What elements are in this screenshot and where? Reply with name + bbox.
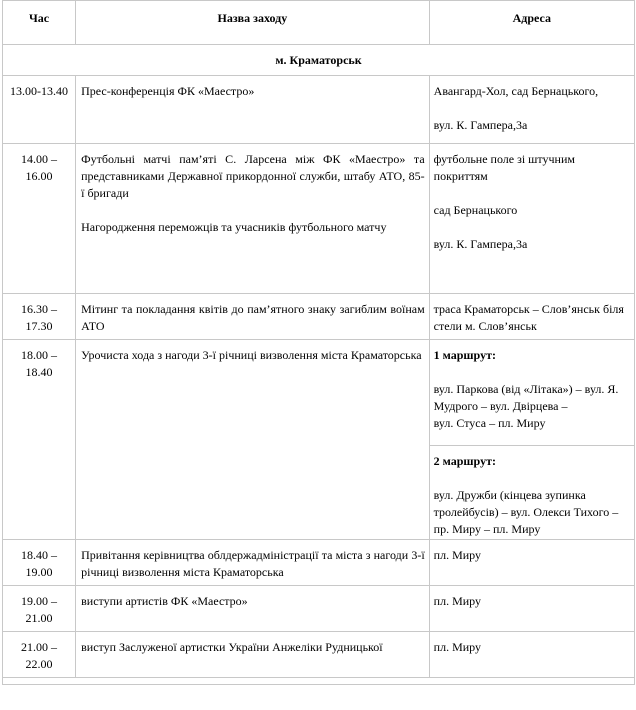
time-start: 18.40 – [21, 548, 58, 562]
table-row [3, 340, 635, 446]
table-row [3, 586, 635, 632]
event-text: Нагородження переможців та учасників футбольного матчу [81, 220, 387, 234]
time-start: 21.00 – [21, 640, 58, 654]
address-cell: пл. Миру [429, 632, 634, 678]
address-cell: пл. Миру [429, 586, 634, 632]
event-cell: Прес-конференція ФК «Маестро» [76, 76, 430, 144]
event-text: Футбольні матчі пам’яті С. Ларсена між ФК «Маестро» та представниками Державної прикордонної служби, штабу АТО, 85-ї бригади [81, 152, 425, 200]
address-line: сад Бернацького [433, 203, 518, 217]
empty-cell [3, 678, 635, 685]
table-row [3, 540, 635, 586]
time-start: 14.00 – [21, 152, 58, 166]
header-address: Адреса [429, 1, 634, 45]
city-name: м. Краматорськ [3, 45, 635, 76]
address-cell: пл. Миру [429, 540, 634, 586]
route-1-cell [429, 340, 634, 446]
address-line: Авангард-Хол, сад Бернацького, [433, 84, 599, 98]
time-cell [3, 586, 76, 632]
event-cell [76, 144, 430, 294]
event-cell: Мітинг та покладання квітів до пам’ятного знаку загиблим воїнам АТО [76, 294, 430, 340]
route-2-title: 2 маршрут: [433, 454, 496, 468]
route-1-title: 1 маршрут: [433, 348, 496, 362]
address-line: вул. К. Гампера,3а [433, 118, 528, 132]
address-cell [429, 144, 634, 294]
table-row [3, 678, 635, 685]
address-line: футбольне поле зі штучним покриттям [433, 152, 575, 183]
address-cell: траса Краматорськ – Слов’янськ біля стели м. Слов’янськ [429, 294, 634, 340]
address-cell [429, 76, 634, 144]
time-cell [3, 540, 76, 586]
schedule-table [2, 0, 635, 685]
event-cell: Привітання керівництва облдержадміністрації та міста з нагоди 3-ї річниці визволення міста Краматорська [76, 540, 430, 586]
event-cell: виступ Заслуженої артистки України Анжеліки Рудницької [76, 632, 430, 678]
time-start: 18.00 – [21, 348, 58, 362]
time-cell [3, 632, 76, 678]
table-header-row [3, 1, 635, 45]
header-time: Час [3, 1, 76, 45]
time-end: 17.30 [25, 319, 53, 333]
time-end: 22.00 [25, 657, 53, 671]
address-line: вул. К. Гампера,3а [433, 237, 528, 251]
time-end: 16.00 [25, 169, 53, 183]
route-2-text: вул. Дружби (кінцева зупинка тролейбусів) – вул. Олекси Тихого – пр. Миру – пл. Миру [433, 488, 619, 536]
table-row [3, 294, 635, 340]
schedule-page [2, 0, 635, 685]
time-end: 21.00 [25, 611, 53, 625]
route-1-text: вул. Стуса – пл. Миру [433, 416, 546, 430]
time-end: 18.40 [25, 365, 53, 379]
time-start: 19.00 – [21, 594, 58, 608]
time-end: 19.00 [25, 565, 53, 579]
time-start: 16.30 – [21, 302, 58, 316]
time-cell [3, 144, 76, 294]
time-cell: 13.00-13.40 [3, 76, 76, 144]
event-cell: виступи артистів ФК «Маестро» [76, 586, 430, 632]
time-cell [3, 340, 76, 540]
route-2-cell [429, 446, 634, 540]
table-row [3, 632, 635, 678]
event-cell: Урочиста хода з нагоди 3-ї річниці визволення міста Краматорська [76, 340, 430, 540]
header-event: Назва заходу [76, 1, 430, 45]
city-row [3, 45, 635, 76]
route-1-text: вул. Паркова (від «Літака») – вул. Я. Мудрого – вул. Двірцева – [433, 382, 619, 413]
table-row [3, 76, 635, 144]
time-cell [3, 294, 76, 340]
table-row [3, 144, 635, 294]
